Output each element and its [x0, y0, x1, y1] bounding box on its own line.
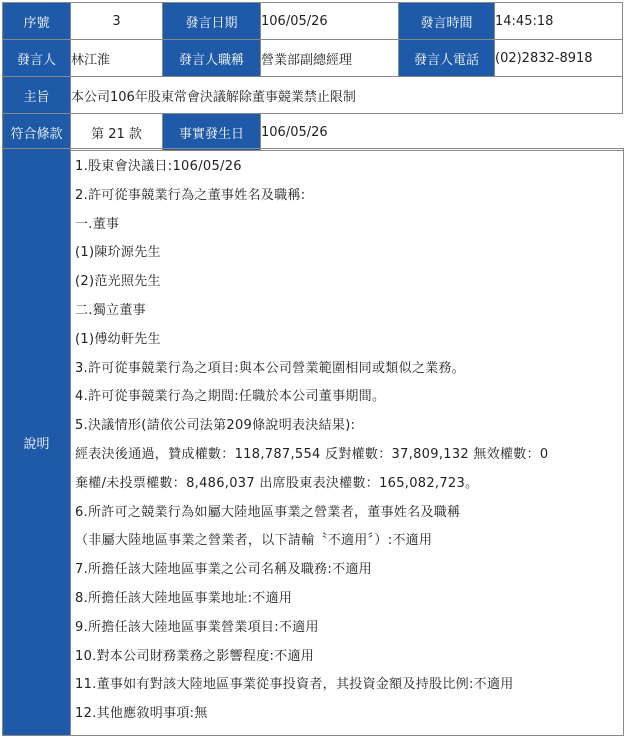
speaker-phone-label: 發言人電話 — [399, 40, 495, 77]
description-line: 10.對本公司財務業務之影響程度:不適用 — [75, 648, 315, 664]
description-line: 1.股東會決議日:106/05/26 — [75, 159, 242, 174]
description-line: 二.獨立董事 — [75, 302, 146, 318]
row-speaker — [3, 40, 623, 77]
description-line: 棄權/未投票權數：8,486,037 出席股東表決權數：165,082,723。 — [75, 475, 479, 491]
description-line: 經表決後通過，贊成權數：118,787,554 反對權數：37,809,132 無效權數：0 — [75, 446, 549, 462]
description-line: 7.所擔任該大陸地區事業之公司名稱及職務:不適用 — [75, 562, 372, 578]
description-line: 3.許可從事競業行為之項目:與本公司營業範圍相同或類似之業務。 — [75, 360, 466, 376]
description-line: 6.所許可之競業行為如屬大陸地區事業之營業者，董事姓名及職稱 — [75, 504, 461, 520]
time-label: 發言時間 — [399, 3, 495, 40]
description-line: (1)陳玠源先生 — [75, 245, 161, 261]
row-subject — [3, 77, 623, 114]
description-label: 說明 — [3, 149, 71, 735]
row-seq-date-time — [3, 3, 623, 40]
date-label: 發言日期 — [163, 3, 261, 40]
subject-value: 本公司106年股東常會決議解除董事競業禁止限制 — [71, 77, 623, 114]
clause-label: 符合條款 — [3, 114, 71, 151]
row-clause — [3, 114, 623, 151]
description-line: (1)傅幼軒先生 — [75, 331, 161, 347]
speaker-value: 林江淮 — [71, 40, 163, 77]
description-line: (2)范光照先生 — [75, 274, 161, 290]
description-line: 8.所擔任該大陸地區事業地址:不適用 — [75, 590, 293, 606]
description-line: 2.許可從事競業行為之董事姓名及職稱: — [75, 187, 306, 203]
time-value: 14:45:18 — [495, 3, 623, 40]
speaker-phone-value: (02)2832-8918 — [495, 40, 623, 77]
clause-value: 第 21 款 — [71, 114, 163, 151]
description-text — [75, 153, 621, 729]
header-table — [2, 2, 623, 151]
description-line: （非屬大陸地區事業之營業者，以下請輸〝不適用〞）:不適用 — [75, 533, 433, 549]
event-date-label: 事實發生日 — [163, 114, 261, 151]
date-value: 106/05/26 — [261, 3, 399, 40]
description-line: 9.所擔任該大陸地區事業營業項目:不適用 — [75, 619, 319, 635]
seq-label: 序號 — [3, 3, 71, 40]
seq-value: 3 — [71, 3, 163, 40]
description-line: 5.決議情形(請依公司法第209條說明表決結果): — [75, 418, 356, 434]
speaker-title-label: 發言人職稱 — [163, 40, 261, 77]
event-date-value: 106/05/26 — [261, 114, 623, 151]
speaker-label: 發言人 — [3, 40, 71, 77]
description-line: 4.許可從事競業行為之期間:任職於本公司董事期間。 — [75, 389, 386, 405]
description-box — [2, 148, 624, 736]
description-line: 11.董事如有對該大陸地區事業從事投資者，其投資金額及持股比例:不適用 — [75, 677, 514, 693]
description-line: 一.董事 — [75, 216, 120, 232]
speaker-title-value: 營業部副總經理 — [261, 40, 399, 77]
description-line: 12.其他應敘明事項:無 — [75, 706, 208, 722]
subject-label: 主旨 — [3, 77, 71, 114]
